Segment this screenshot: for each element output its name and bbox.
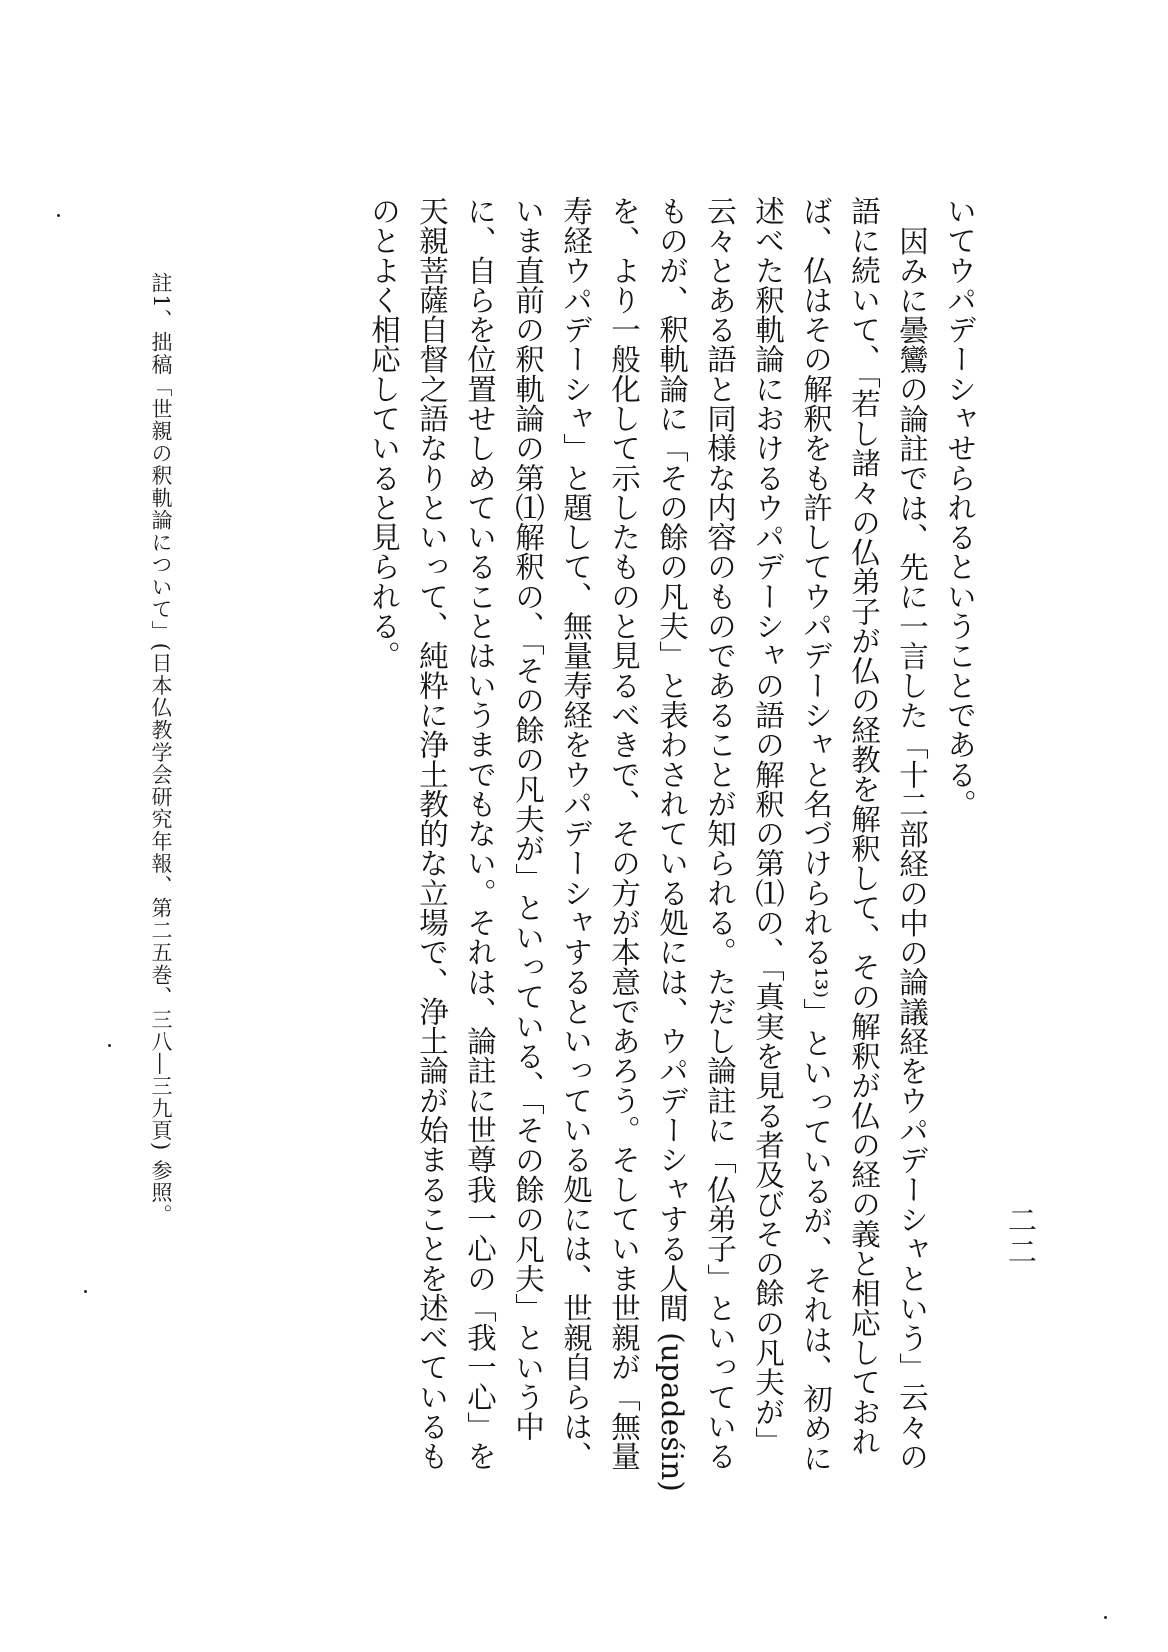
scan-speck (108, 1044, 111, 1047)
page-number: 二二 (1004, 1205, 1038, 1268)
paragraph-main: 因みに曇鸞の論註では、先に一言した「十二部経の中の論議経をウパデーシャという」云々の語に続いて、「若し諸々の仏弟子が仏の経教を解釈して、その解釈が仏の経の義と相応しておれば、仏はその解釈をも許してウパデーシャと名づけられる¹³⁾」といっているが、それは、初めに述べた釈軌論におけるウパデーシャの語の解釈の第⑴の、「真実を見る者及びその餘の凡夫が」云々とある語と同様な内容のものであることが知られる。ただし論註に「仏弟子」といっているものが、釈軌論に「その餘の凡夫」と表わされている処には、ウパデーシャする人間 (upadeśin) を、より一般化して示したものと見るべきで、その方が本意であろう。そしていま世親が「無量寿経ウパデーシャ」と題して、無量寿経をウパデーシャするといっている処には、世親自らは、いま直前の釈軌論の第⑴解釈の、「その餘の凡夫が」といっている、「その餘の凡夫」という中に、自らを位置せしめていることはいうまでもない。それは、論註に世尊我一心の「我一心」を天親菩薩自督之語なりといって、純粋に浄土教的な立場で、浄土論が始まることを述べているものとよく相応していると見られる。 (367, 196, 929, 1493)
footnote: 註1、拙稿「世親の釈軌論について」(日本仏教学会研究年報、第二五巻、三八―三九頁) 参照。 (149, 272, 173, 1227)
scan-speck (1104, 1616, 1107, 1619)
scan-speck (84, 1290, 87, 1293)
body-text (360, 196, 984, 1496)
scan-speck (57, 214, 60, 217)
paragraph-continuation: いてウパデーシャせられるということである。 (943, 196, 977, 819)
